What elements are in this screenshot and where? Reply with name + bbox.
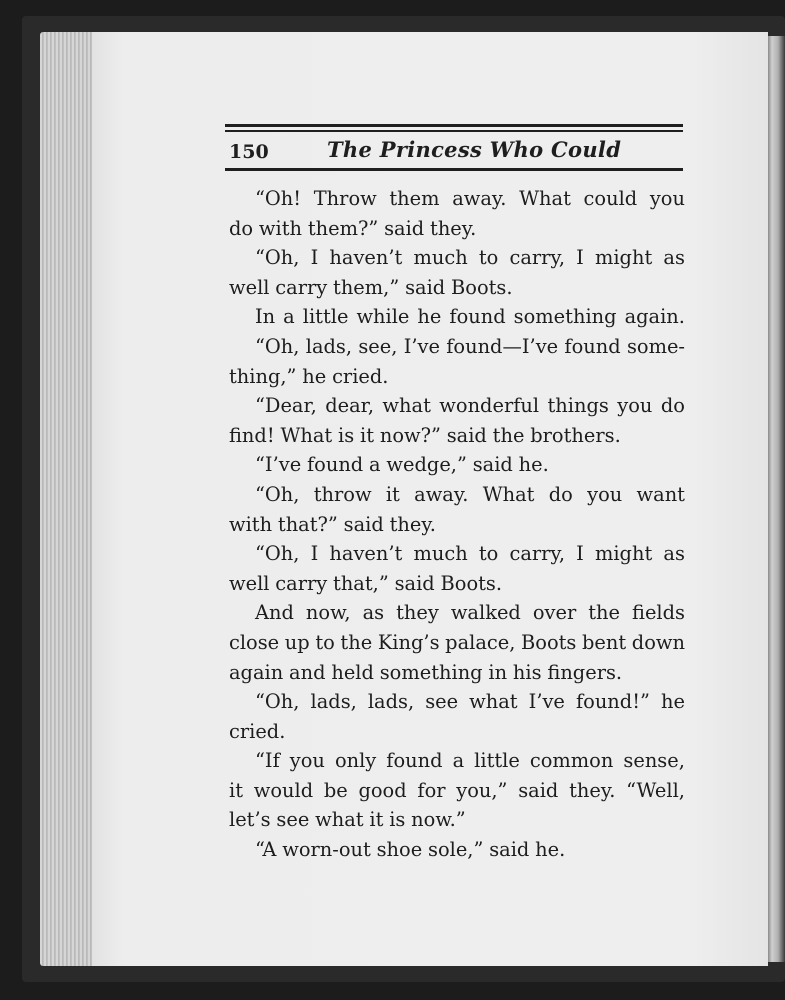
- text-line: “Dear, dear, what wonderful things you do: [255, 394, 685, 418]
- text-line: again and held something in his fingers.: [229, 660, 623, 684]
- text-line: In a little while he found something again.: [255, 305, 685, 329]
- text-line: it would be good for you,” said they. “Well,: [229, 778, 685, 802]
- text-line: “If you only found a little common sense,: [255, 749, 685, 773]
- text-line: “Oh, lads, see, I’ve found—I’ve found some-: [255, 334, 685, 358]
- text-line: “Oh, I haven’t much to carry, I might as: [255, 542, 685, 566]
- running-title: The Princess Who Could: [327, 137, 622, 162]
- header-rule-top: [225, 124, 683, 127]
- text-line: thing,” he cried.: [229, 364, 389, 388]
- text-line: “I’ve found a wedge,” said he.: [255, 453, 549, 477]
- text-line: “Oh, throw it away. What do you want: [255, 482, 685, 506]
- facing-page-edge: [768, 36, 785, 962]
- body-text: [229, 184, 685, 865]
- text-line: well carry that,” said Boots.: [229, 571, 503, 595]
- text-line: cried.: [229, 719, 286, 743]
- page-edges: [40, 32, 100, 966]
- header-rule-bottom: [225, 168, 683, 171]
- text-line: do with them?” said they.: [229, 216, 477, 240]
- text-line: “Oh! Throw them away. What could you: [255, 187, 685, 210]
- text-line: let’s see what it is now.”: [229, 808, 466, 832]
- text-line: close up to the King’s palace, Boots bent down: [229, 630, 685, 654]
- page-number: 150: [229, 141, 269, 163]
- header-rule-top-thin: [225, 130, 683, 132]
- running-header: [225, 134, 683, 166]
- text-line: “Oh, I haven’t much to carry, I might as: [255, 246, 685, 270]
- text-line: with that?” said they.: [229, 512, 436, 536]
- text-line: find! What is it now?” said the brothers.: [229, 423, 621, 447]
- text-line: “A worn-out shoe sole,” said he.: [255, 838, 566, 862]
- text-line: well carry them,” said Boots.: [229, 275, 513, 299]
- text-line: “Oh, lads, lads, see what I’ve found!” he: [255, 690, 685, 714]
- text-line: And now, as they walked over the fields: [255, 601, 685, 625]
